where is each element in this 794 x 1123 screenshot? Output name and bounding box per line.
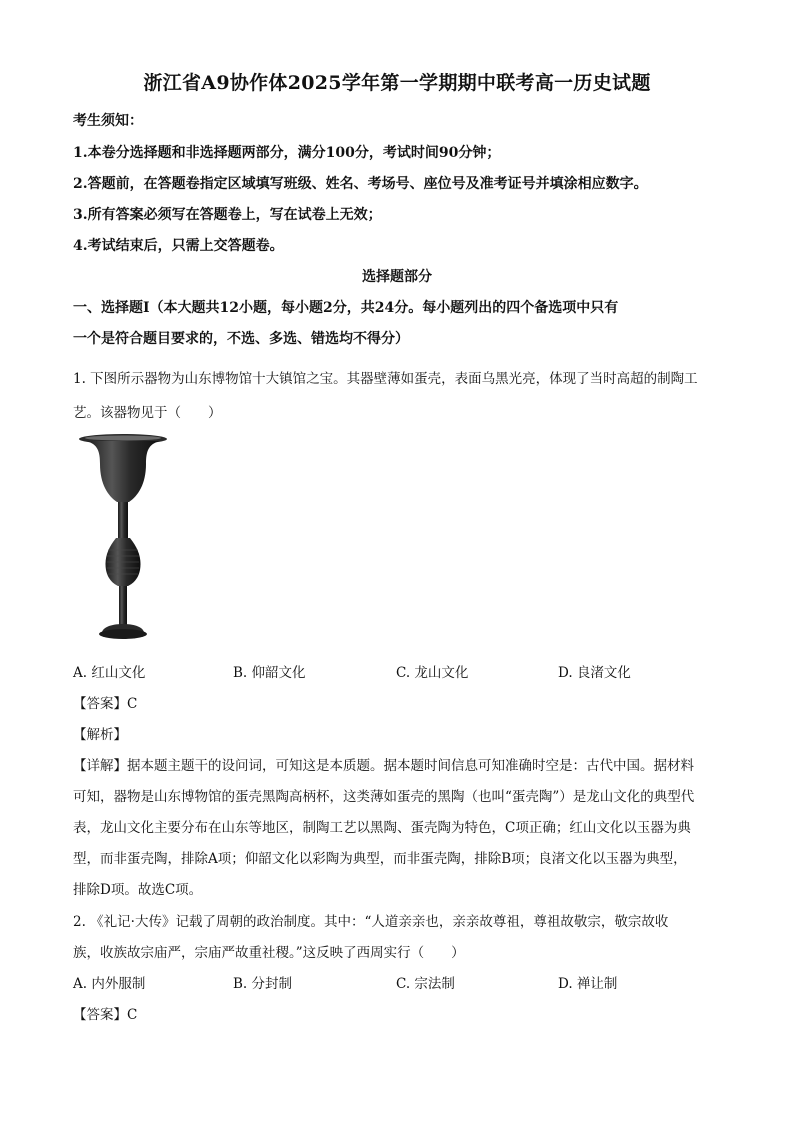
notice-item-1: 1.本卷分选择题和非选择题两部分，满分100分，考试时间90分钟； (73, 145, 501, 161)
q2-option-a: A. 内外服制 (73, 976, 146, 992)
q2-option-c: C. 宗法制 (396, 976, 455, 992)
eggshell-pottery-cup-image (78, 432, 168, 644)
notice-item-2: 2.答题前，在答题卷指定区域填写班级、姓名、考场号、座位号及准考证号并填涂相应数字。 (73, 176, 648, 192)
q1-option-c: C. 龙山文化 (396, 665, 469, 681)
section-intro-line-2: 一个是符合题目要求的，不选、多选、错选均不得分） (73, 331, 409, 347)
q1-stem-line-2: 艺。该器物见于（ ） (73, 405, 222, 421)
q1-detail-line-1: 【详解】据本题主题干的设问词，可知这是本质题。据本题时间信息可知准确时空是：古代中国。据材料 (73, 758, 694, 774)
exam-title: 浙江省A9协作体2025学年第一学期期中联考高一历史试题 (143, 72, 651, 94)
q1-option-a: A. 红山文化 (73, 665, 146, 681)
q1-analysis-label: 【解析】 (73, 727, 127, 743)
notice-item-3: 3.所有答案必须写在答题卷上，写在试卷上无效； (73, 207, 382, 223)
q2-option-d: D. 禅让制 (558, 976, 618, 992)
section-intro-line-1: 一、选择题Ⅰ（本大题共12小题，每小题2分，共24分。每小题列出的四个备选项中只有 (73, 300, 619, 316)
q1-detail-line-5: 排除D项。故选C项。 (73, 882, 203, 898)
q1-option-d: D. 良渚文化 (558, 665, 631, 681)
q2-stem-line-1: 2. 《礼记·大传》记载了周朝的政治制度。其中：“人道亲亲也，亲亲故尊祖，尊祖故敬宗，敬宗故收 (73, 914, 669, 930)
q1-detail-line-4: 型，而非蛋壳陶，排除A项；仰韶文化以彩陶为典型，而非蛋壳陶，排除B项；良渚文化以玉器为典型， (73, 851, 687, 867)
section-title: 选择题部分 (362, 269, 432, 285)
q1-detail-line-2: 可知，器物是山东博物馆的蛋壳黑陶高柄杯，这类薄如蛋壳的黑陶（也叫“蛋壳陶”）是龙山文化的典型代 (73, 789, 695, 805)
notice-item-4: 4.考试结束后，只需上交答题卷。 (73, 238, 284, 254)
q2-option-b: B. 分封制 (233, 976, 293, 992)
q1-option-b: B. 仰韶文化 (233, 665, 306, 681)
q1-detail-line-3: 表，龙山文化主要分布在山东等地区，制陶工艺以黑陶、蛋壳陶为特色，C项正确；红山文化以玉器为典 (73, 820, 691, 836)
q1-stem-line-1: 1. 下图所示器物为山东博物馆十大镇馆之宝。其器壁薄如蛋壳，表面乌黑光亮，体现了当时高超的制陶工 (73, 371, 698, 387)
q2-stem-line-2: 族，收族故宗庙严，宗庙严故重社稷。”这反映了西周实行（ ） (73, 945, 465, 961)
q1-answer: 【答案】C (73, 696, 138, 712)
notice-heading: 考生须知： (73, 113, 143, 129)
q2-answer: 【答案】C (73, 1007, 138, 1023)
